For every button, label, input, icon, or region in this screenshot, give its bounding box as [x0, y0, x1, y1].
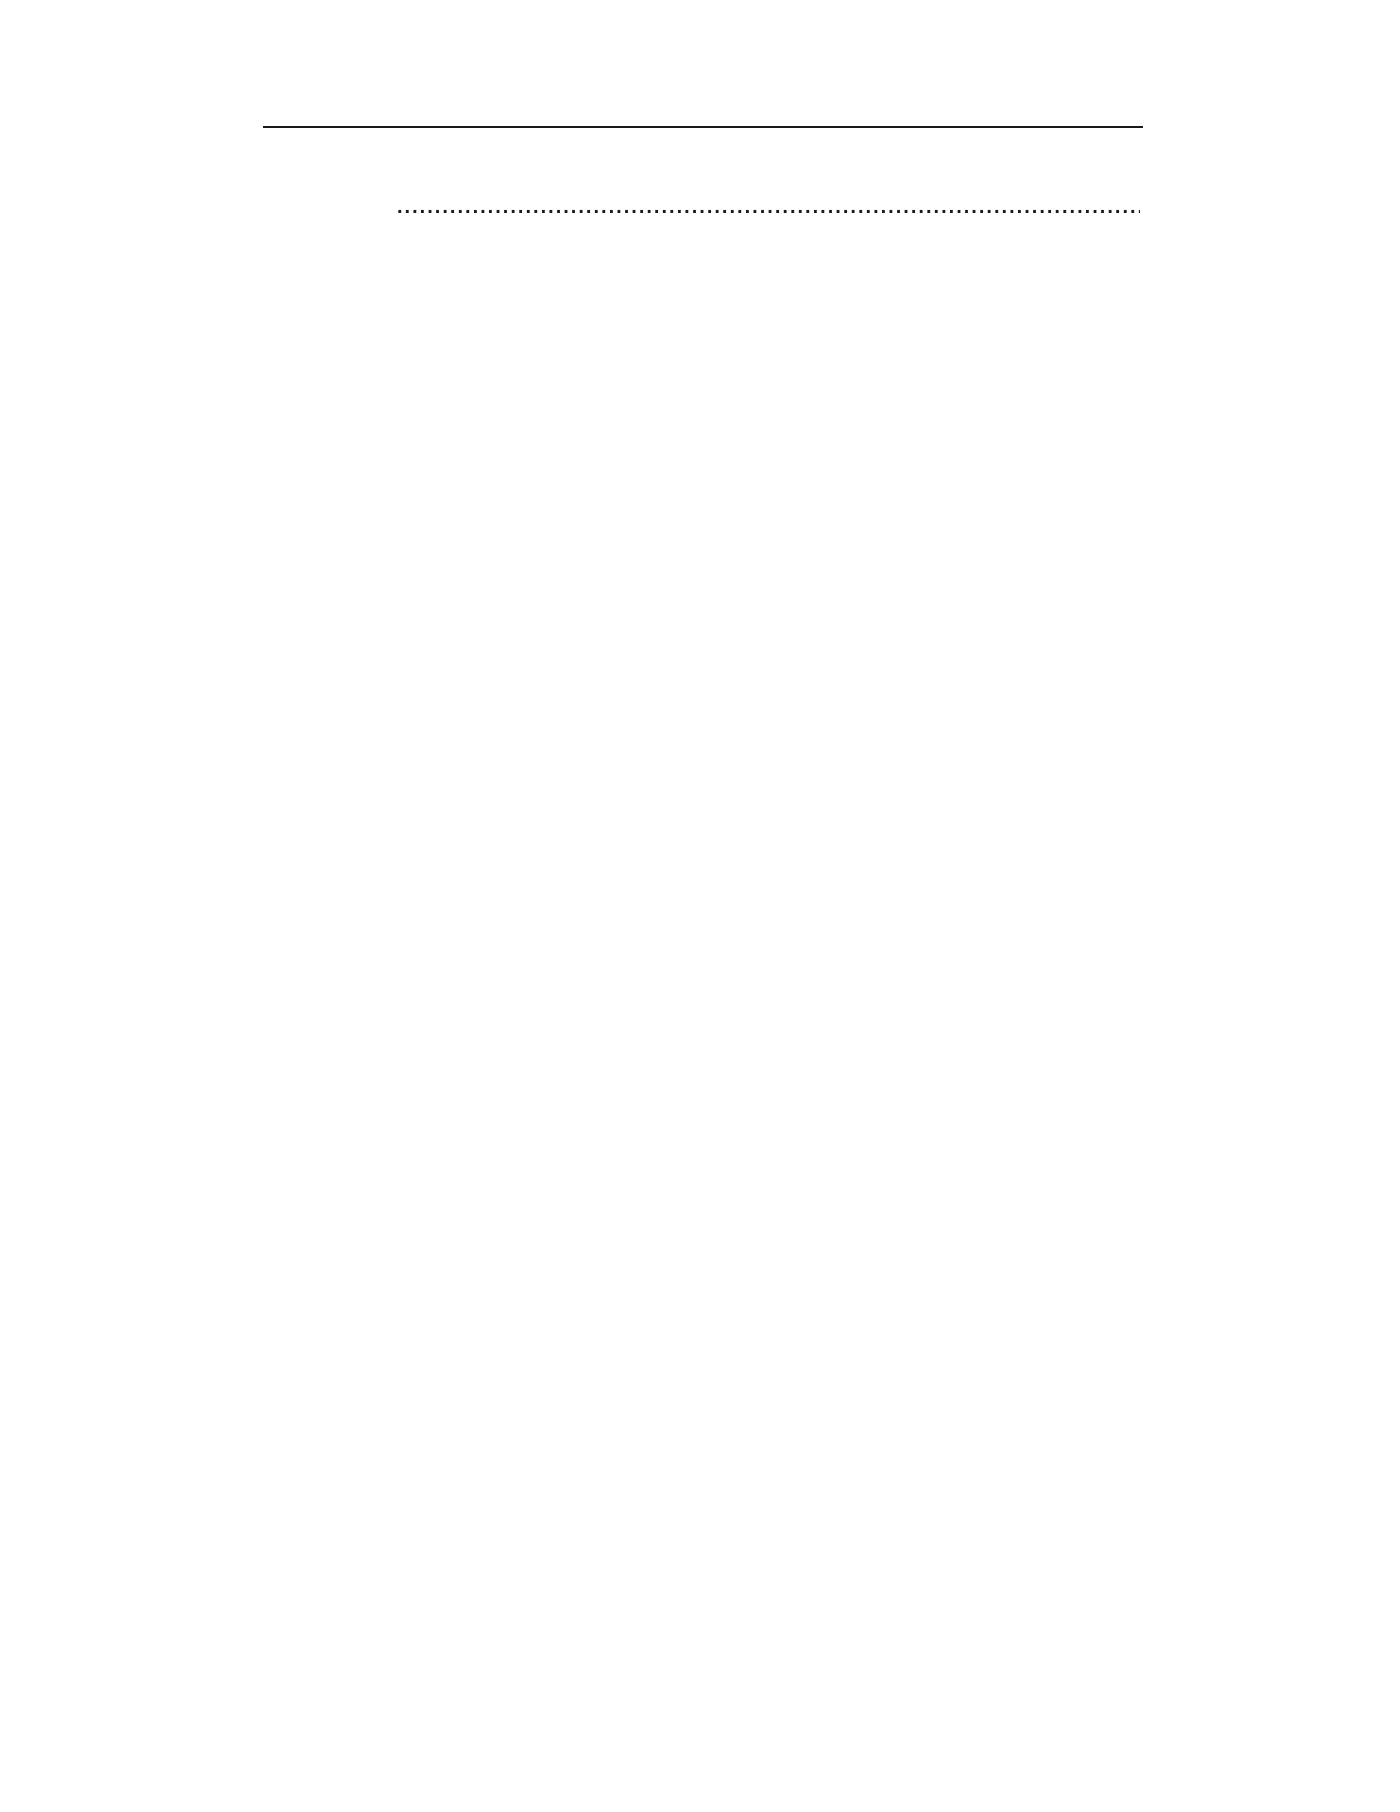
- dot-leader: [397, 187, 1140, 227]
- table-of-contents: [263, 162, 1143, 227]
- part-heading: [263, 187, 1143, 227]
- running-header: [263, 96, 1143, 128]
